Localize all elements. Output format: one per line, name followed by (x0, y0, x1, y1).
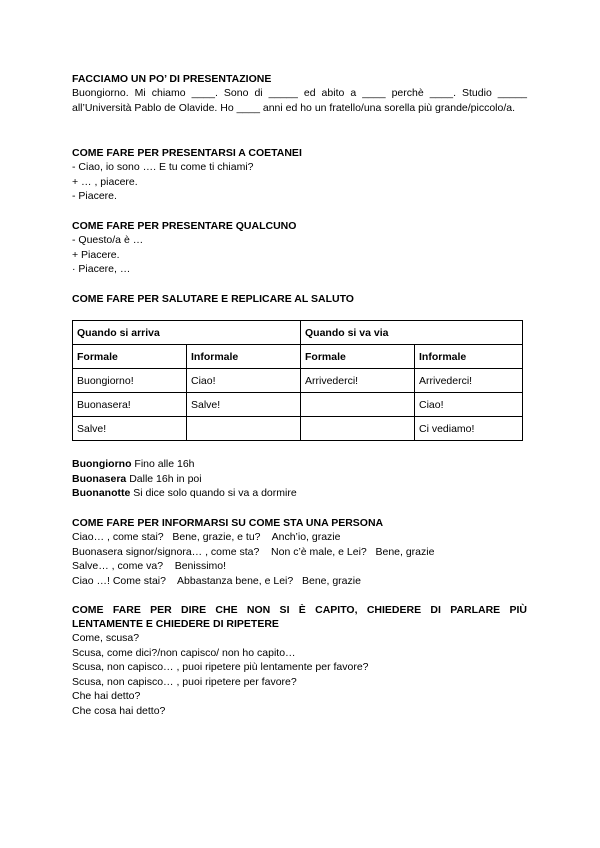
coetanei-section (72, 146, 527, 204)
table-cell: Buongiorno! (73, 369, 187, 393)
intro-title: FACCIAMO UN PO’ DI PRESENTAZIONE (72, 73, 272, 85)
coetanei-line: + … , piacere. (72, 175, 138, 188)
table-header-row (73, 345, 523, 369)
capire-line: Scusa, come dici?/non capisco/ non ho capito… (72, 646, 296, 659)
greetings-table (72, 320, 523, 441)
note-line (72, 486, 527, 501)
qualcuno-line: + Piacere. (72, 248, 120, 261)
note-desc: Fino alle 16h (131, 458, 195, 470)
table-row (73, 417, 523, 441)
table-header: Informale (187, 345, 301, 369)
informarsi-line: Salve… , come va? Benissimo! (72, 560, 227, 572)
informarsi-section (72, 516, 527, 588)
informarsi-line: Buonasera signor/signora… , come sta? Non c’è male, e Lei? Bene, grazie (72, 545, 435, 558)
table-cell (187, 417, 301, 441)
table-cell: Buonasera! (73, 393, 187, 417)
intro-text: Buongiorno. Mi chiamo ____. Sono di _____ ed abito a ____ perchè ____. Studio _____ all’Università Pablo de Olavide. Ho ____ anni ed ho un fratello/una sorella più grande/piccolo/a. (72, 87, 527, 114)
table-cell: Arrivederci! (301, 369, 415, 393)
table-cell: Arrivederci! (415, 369, 523, 393)
table-group-row (73, 321, 523, 345)
table-group-arrive: Quando si arriva (73, 321, 301, 345)
capire-title-line1: COME FARE PER DIRE CHE NON SI È CAPITO, CHIEDERE DI PARLARE PIÙ (72, 604, 527, 616)
qualcuno-section (72, 219, 527, 277)
coetanei-line: - Ciao, io sono …. E tu come ti chiami? (72, 161, 254, 173)
note-line (72, 472, 527, 487)
saluto-notes (72, 457, 527, 501)
capire-line: Che cosa hai detto? (72, 704, 166, 717)
capire-line: Scusa, non capisco… , puoi ripetere più lentamente per favore? (72, 661, 369, 673)
note-term: Buonasera (72, 472, 127, 485)
capire-line: Come, scusa? (72, 632, 140, 644)
table-cell: Salve! (187, 393, 301, 417)
table-header: Formale (73, 345, 187, 369)
saluto-title: COME FARE PER SALUTARE E REPLICARE AL SALUTO (72, 293, 354, 305)
note-desc: Dalle 16h in poi (126, 472, 202, 485)
coetanei-title: COME FARE PER PRESENTARSI A COETANEI (72, 147, 302, 159)
saluto-title-wrap (72, 292, 527, 306)
informarsi-title: COME FARE PER INFORMARSI SU COME STA UNA PERSONA (72, 517, 384, 529)
table-cell: Ciao! (187, 369, 301, 393)
note-desc: Si dice solo quando si va a dormire (130, 487, 297, 499)
coetanei-line: - Piacere. (72, 190, 117, 202)
note-line (72, 457, 527, 472)
qualcuno-line: · Piacere, … (72, 263, 131, 275)
table-group-leave: Quando si va via (301, 321, 523, 345)
qualcuno-title: COME FARE PER PRESENTARE QUALCUNO (72, 220, 297, 232)
table-header: Informale (415, 345, 523, 369)
qualcuno-line: - Questo/a è … (72, 234, 144, 246)
intro-section (72, 72, 527, 116)
capire-line: Che hai detto? (72, 690, 141, 702)
informarsi-line: Ciao… , come stai? Bene, grazie, e tu? Anch’io, grazie (72, 531, 341, 543)
capire-line: Scusa, non capisco… , puoi ripetere per favore? (72, 675, 297, 688)
table-cell: Salve! (73, 417, 187, 441)
capire-title-line2: LENTAMENTE E CHIEDERE DI RIPETERE (72, 618, 279, 630)
table-cell (301, 417, 415, 441)
note-term: Buongiorno (72, 458, 132, 470)
table-cell (301, 393, 415, 417)
capire-section (72, 603, 527, 718)
table-row (73, 393, 523, 417)
table-cell: Ciao! (415, 393, 523, 417)
table-cell: Ci vediamo! (415, 417, 523, 441)
informarsi-line: Ciao …! Come stai? Abbastanza bene, e Lei? Bene, grazie (72, 574, 361, 587)
note-term: Buonanotte (72, 487, 131, 499)
table-row (73, 369, 523, 393)
table-header: Formale (301, 345, 415, 369)
